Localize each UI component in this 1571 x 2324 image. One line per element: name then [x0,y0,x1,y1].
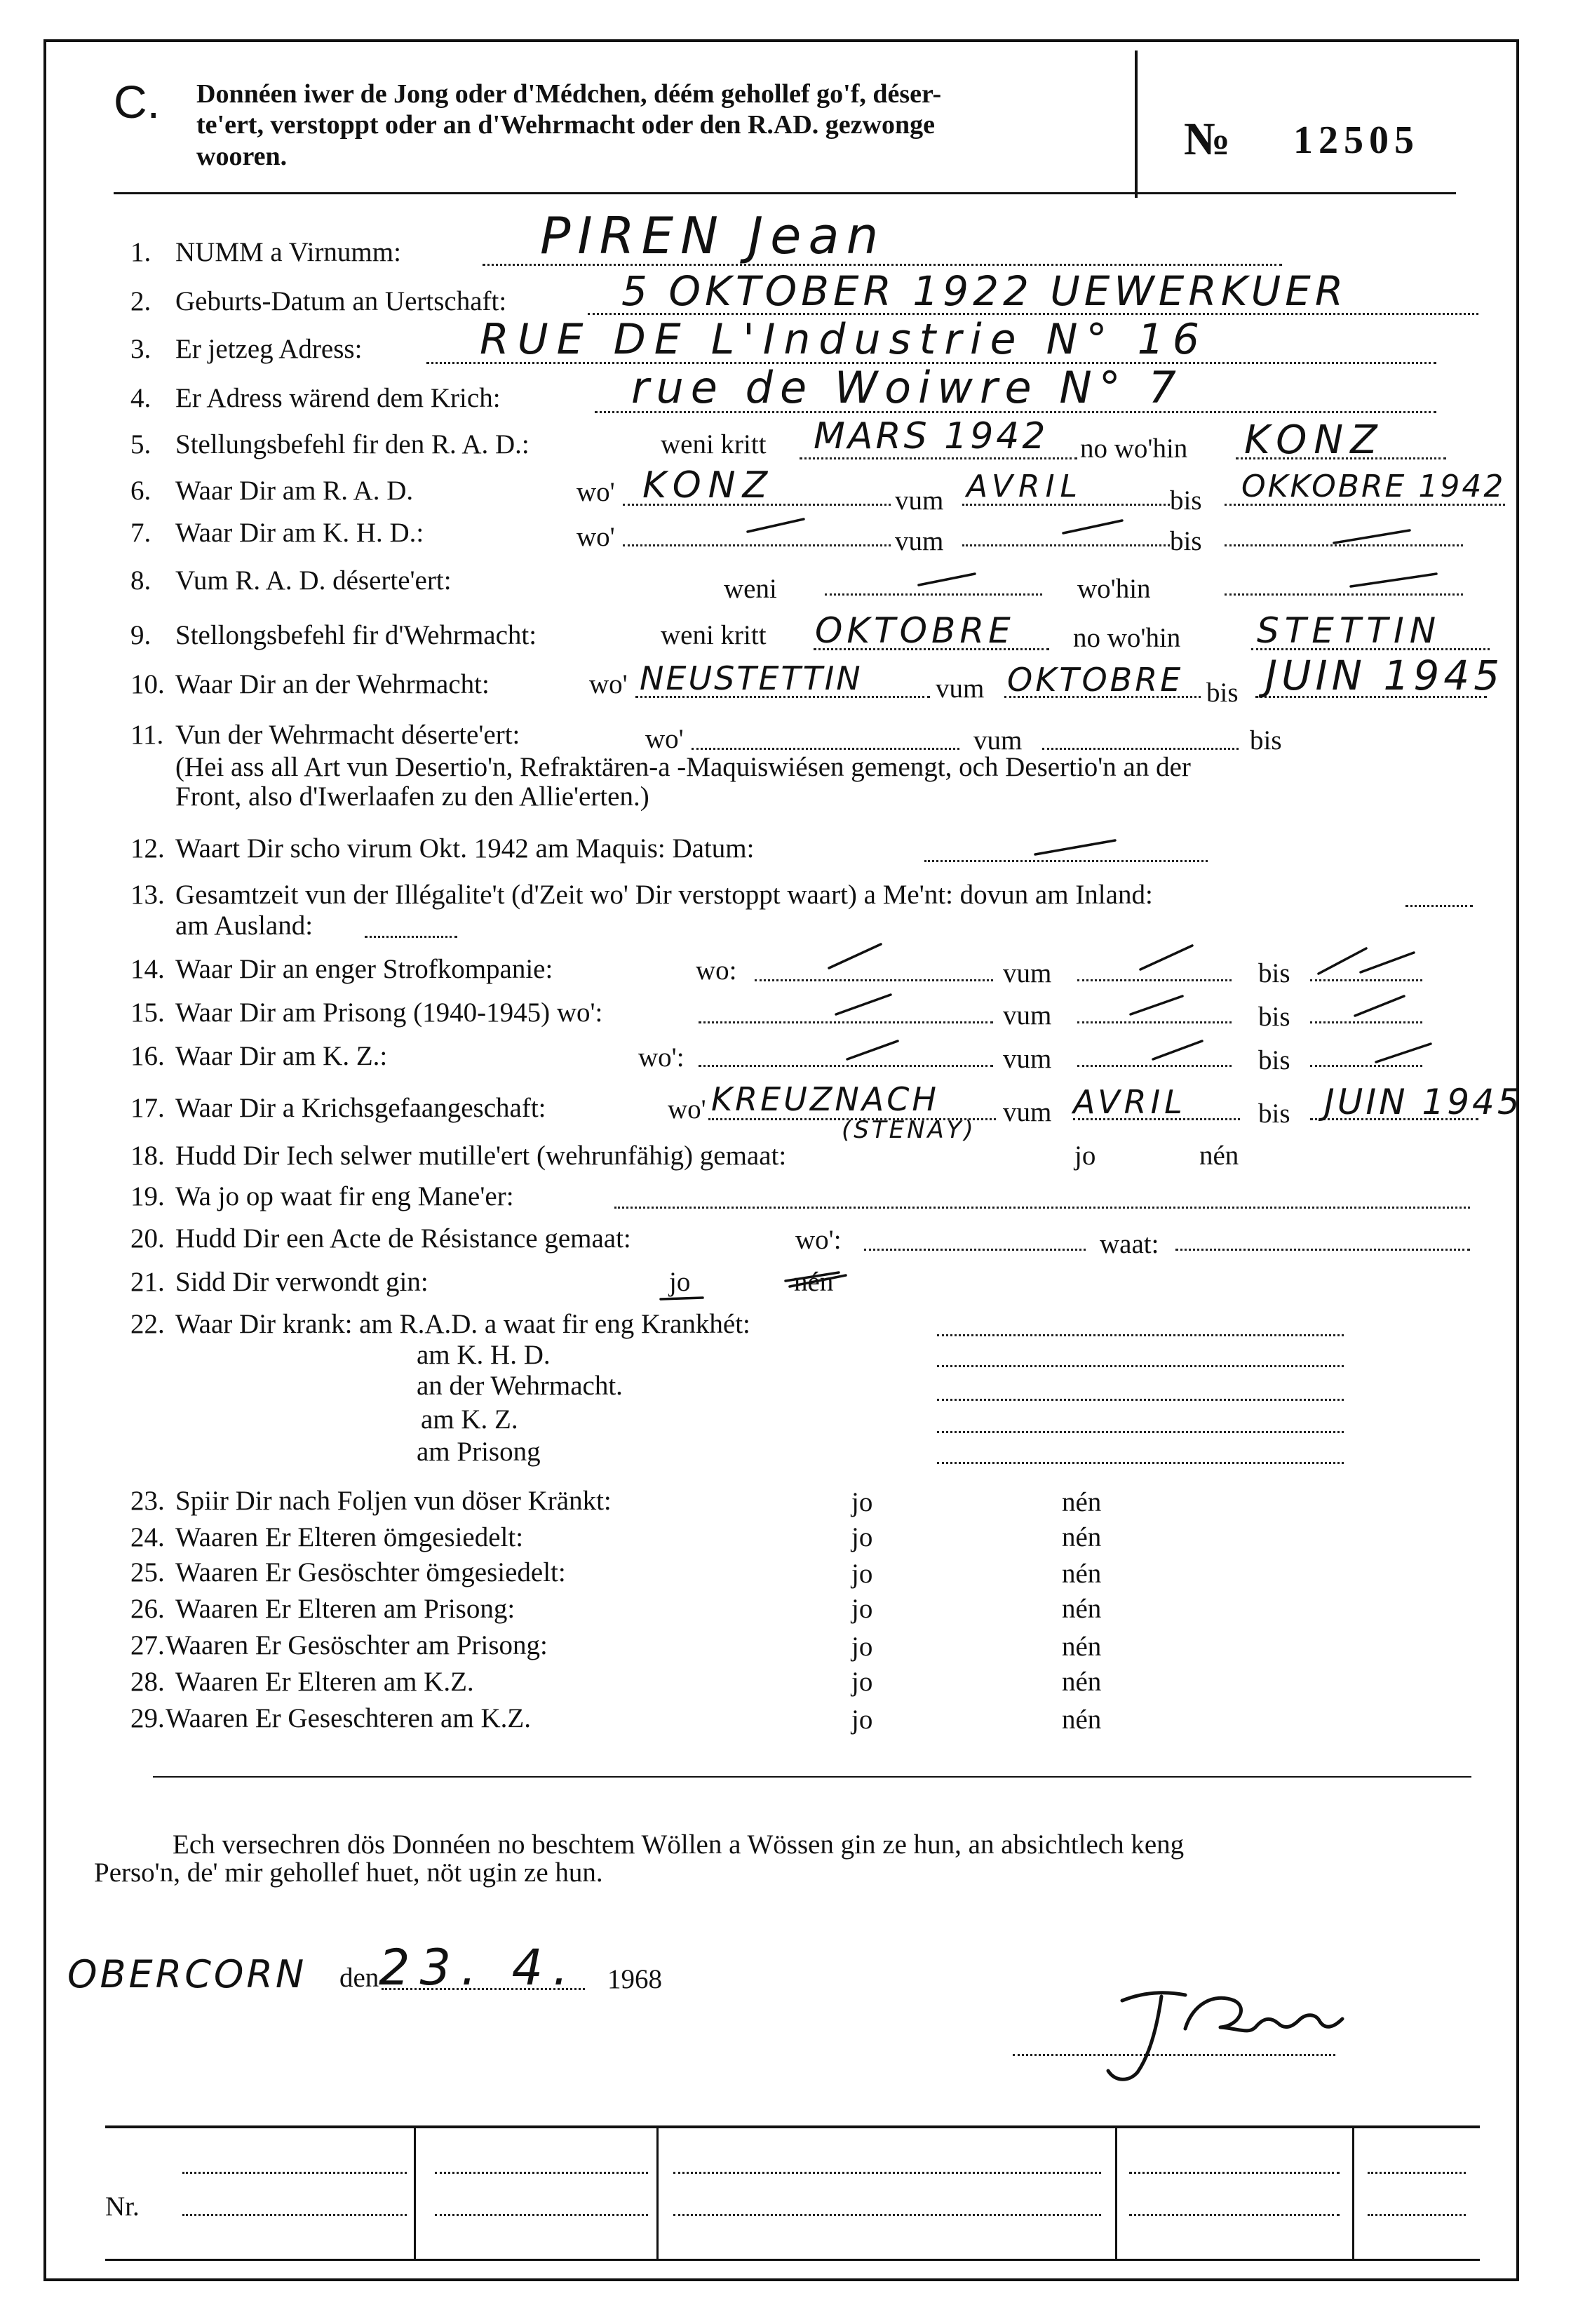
row-23-jo: jo [851,1487,873,1517]
row-8-number: 8. [130,565,151,596]
row-19-label: Wa jo op waat fir eng Mane'er: [175,1181,514,1211]
row-18-number: 18. [130,1141,165,1171]
row-14-to-dash-2 [1361,953,1414,972]
row-10-wo-label: wo' [589,669,628,699]
row-18-label: Hudd Dir Iech selwer mutille'ert (wehrunfähig) gemaat: [175,1141,787,1171]
row-12-number: 12. [130,833,165,864]
row-10-bis-label: bis [1206,678,1239,708]
row-8-label: Vum R. A. D. déserte'ert: [175,565,452,596]
row-22-sub-khd: am K. H. D. [417,1340,551,1370]
row-16-number: 16. [130,1041,165,1071]
row-17-from: AVRIL [1073,1083,1187,1121]
row-24-label: Waaren Er Elteren ömgesiedelt: [175,1522,524,1552]
row-27-jo: jo [851,1632,873,1662]
row-26-number: 26. [130,1594,165,1624]
bottom-table-row-1-col-5 [1368,2172,1466,2174]
row-18-nen: nén [1199,1141,1239,1171]
row-13-ausland-label: am Ausland: [175,911,313,941]
row-15-where-dash [836,995,891,1014]
row-12-dash [1035,840,1115,854]
row-26-label: Waaren Er Elteren am Prisong: [175,1594,515,1624]
declaration-line-2: Perso'n, de' mir gehollef huet, nöt ugin ze hun. [94,1858,603,1888]
signing-den-label: den [339,1963,379,1993]
row-6-to: OKKOBRE 1942 [1241,469,1506,504]
row-28-jo: jo [851,1667,873,1697]
row-9-where: STETTIN [1257,610,1442,651]
row-21-jo: jo [669,1267,691,1297]
row-6-wo-label: wo' [577,477,615,507]
row-20-wo-label: wo': [795,1225,842,1255]
form-letter: C. [114,76,160,128]
row-17-label: Waar Dir a Krichsgefaangeschaft: [175,1093,546,1123]
row-2-label: Geburts-Datum an Uertschaft: [175,286,507,316]
row-6-where: KONZ [642,464,775,506]
row-7-from-dash [1063,520,1122,533]
row-7-label: Waar Dir am K. H. D.: [175,518,424,548]
row-11-note-line-1: (Hei ass all Art vun Desertio'n, Refraktären-a -Maquiswiésen gemengt, och Desertio'n an der [175,752,1191,782]
row-4-number: 4. [130,383,151,413]
row-23-number: 23. [130,1486,165,1516]
row-11-note-line-2: Front, also d'Iwerlaafen zu den Allie'erten.) [175,781,649,812]
row-6-from: AVRIL [966,469,1084,504]
row-5-date: MARS 1942 [814,415,1049,457]
row-17-vum-label: vum [1003,1097,1052,1127]
row-7-to-dash [1334,530,1410,543]
row-29-number: 29. [130,1703,165,1733]
row-11-label: Vun der Wehrmacht déserte'ert: [175,720,520,750]
row-28-label: Waaren Er Elteren am K.Z. [175,1667,474,1697]
row-16-where-dash [847,1041,898,1059]
row-5-weni-label: weni kritt [661,429,767,459]
row-22-sub-kz: am K. Z. [421,1404,518,1435]
row-17-where: KREUZNACH [711,1080,939,1118]
row-27-label: Waaren Er Gesöschter am Prisong: [166,1630,548,1660]
signing-day-month: 23. 4. [379,1939,579,1996]
row-9-label: Stellongsbefehl fir d'Wehrmacht: [175,620,537,650]
row-15-bis-label: bis [1258,1002,1290,1032]
row-14-label: Waar Dir an enger Strofkompanie: [175,954,553,984]
row-14-where-dash [829,944,881,968]
row-5-number: 5. [130,429,151,459]
row-24-jo: jo [851,1522,873,1552]
row-10-to: JUIN 1945 [1265,652,1504,699]
signing-place: OBERCORN [67,1952,307,1996]
row-3-label: Er jetzeg Adress: [175,334,363,364]
row-9-weni-label: weni kritt [661,620,767,650]
row-15-from-dash [1131,996,1182,1014]
row-5-label: Stellungsbefehl fir den R. A. D.: [175,429,530,459]
row-6-label: Waar Dir am R. A. D. [175,476,414,506]
row-1-value: PIREN Jean [540,206,886,265]
row-21-number: 21. [130,1267,165,1297]
row-16-to-dash [1376,1044,1431,1062]
signature [1080,1977,1375,2089]
row-3-value: RUE DE L'Industrie N° 16 [480,315,1208,364]
bottom-table-col-1 [414,2127,416,2260]
row-2-value: 5 OKTOBER 1922 UEWERKUER [621,267,1348,315]
row-23-nen: nén [1062,1487,1102,1517]
row-13-number: 13. [130,880,165,910]
declaration-line-1: Ech versechren dös Donnéen no beschtem Wöllen a Wössen gin ze hun, an absichtlech keng [173,1829,1185,1860]
row-10-label: Waar Dir an der Wehrmacht: [175,669,490,699]
row-10-from: OKTOBRE [1007,661,1184,699]
row-8-where-dash [1351,574,1436,586]
row-7-vum-label: vum [895,526,944,556]
row-14-from-dash [1140,946,1192,969]
form-title: Donnéen iwer de Jong oder d'Médchen, déém gehollef go'f, déser- te'ert, verstoppt oder an d'Wehrmacht oder den R.AD. gezwonge wooren. [196,79,942,171]
row-1-label: NUMM a Virnumm: [175,237,401,267]
bottom-table-row-2-col-4 [1129,2214,1340,2216]
row-17-to: JUIN 1945 [1324,1082,1523,1122]
row-15-vum-label: vum [1003,1000,1052,1030]
row-21-nen: nén [794,1267,834,1297]
row-20-label: Hudd Dir een Acte de Résistance gemaat: [175,1223,631,1254]
row-9-number: 9. [130,620,151,650]
bottom-table-row-1-col-2 [435,2172,648,2174]
row-24-nen: nén [1062,1522,1102,1552]
declaration-rule [153,1776,1471,1778]
row-16-label: Waar Dir am K. Z.: [175,1041,388,1071]
row-14-number: 14. [130,954,165,984]
row-9-date: OKTOBRE [815,610,1015,651]
number-sign: № [1184,114,1231,165]
row-14-to-dash [1319,948,1366,974]
bottom-table-col-4 [1352,2127,1354,2260]
bottom-table-row-2-col-2 [435,2214,648,2216]
bottom-table-row-1-col-1 [182,2172,407,2174]
row-8-weni-label: weni [724,574,777,604]
row-16-wo-label: wo': [638,1042,685,1073]
bottom-table-bottom [105,2259,1480,2261]
row-25-label: Waaren Er Gesöschter ömgesiedelt: [175,1557,566,1587]
row-6-vum-label: vum [895,485,944,516]
row-4-value: rue de Woiwre N° 7 [631,362,1183,413]
row-20-number: 20. [130,1223,165,1254]
row-14-wo-label: wo: [696,955,737,986]
row-11-number: 11. [130,720,164,750]
row-12-label: Waart Dir scho virum Okt. 1942 am Maquis: Datum: [175,833,755,864]
row-6-number: 6. [130,476,151,506]
row-22-sub-prisong: am Prisong [417,1437,541,1467]
row-9-nowohin-label: no wo'hin [1073,623,1181,653]
row-29-nen: nén [1062,1705,1102,1735]
row-14-vum-label: vum [1003,958,1052,988]
row-21-label: Sidd Dir verwondt gin: [175,1267,429,1297]
row-5-nowohin-label: no wo'hin [1080,434,1188,464]
row-24-number: 24. [130,1522,165,1552]
row-28-number: 28. [130,1667,165,1697]
row-27-nen: nén [1062,1632,1102,1662]
row-16-vum-label: vum [1003,1044,1052,1074]
form-number: 12505 [1293,119,1420,162]
row-11-vum-label: vum [973,725,1023,755]
row-15-number: 15. [130,998,165,1028]
row-10-number: 10. [130,669,165,699]
row-22-sub-wehrmacht: an der Wehrmacht. [417,1371,623,1401]
bottom-table-col-3 [1115,2127,1117,2260]
signing-year: 1968 [607,1964,662,1994]
row-8-date-dash [919,574,975,585]
row-3-number: 3. [130,334,151,364]
row-17-number: 17. [130,1093,165,1123]
row-11-wo-label: wo' [645,724,684,754]
row-17-where-2: (STENAY) [842,1116,976,1144]
row-29-label: Waaren Er Geseschteren am K.Z. [166,1703,531,1733]
footer-nr-label: Nr. [105,2191,140,2222]
row-7-bis-label: bis [1170,526,1202,556]
row-25-nen: nén [1062,1559,1102,1589]
row-15-label: Waar Dir am Prisong (1940-1945) wo': [175,998,603,1028]
row-26-nen: nén [1062,1594,1102,1624]
row-29-jo: jo [851,1705,873,1735]
bottom-table-top [105,2125,1480,2128]
row-21-nen-crossout-2 [786,1272,839,1281]
row-14-bis-label: bis [1258,958,1290,988]
row-26-jo: jo [851,1594,873,1624]
row-16-from-dash [1153,1041,1202,1059]
bottom-table-row-2-col-5 [1368,2214,1466,2216]
bottom-table-row-1-col-4 [1129,2172,1340,2174]
row-25-number: 25. [130,1557,165,1587]
row-16-bis-label: bis [1258,1045,1290,1075]
row-13-label: Gesamtzeit vun der Illégalite't (d'Zeit wo' Dir verstoppt waart) a Me'nt: dovun am Inland: [175,880,1153,910]
row-6-bis-label: bis [1170,485,1202,516]
row-23-label: Spiir Dir nach Foljen vun döser Kränkt: [175,1486,612,1516]
row-7-where-dash [748,519,804,532]
row-25-jo: jo [851,1559,873,1589]
row-22-label: Waar Dir krank: am R.A.D. a waat fir eng Krankhét: [175,1309,750,1339]
row-10-vum-label: vum [936,673,985,704]
row-27-number: 27. [130,1630,165,1660]
row-17-wo-label: wo' [668,1094,706,1124]
bottom-table-col-2 [656,2127,659,2260]
row-17-bis-label: bis [1258,1099,1290,1129]
row-20-waat-label: waat: [1100,1229,1159,1259]
row-4-label: Er Adress wärend dem Krich: [175,383,501,413]
row-7-number: 7. [130,518,151,548]
bottom-table-row-2-col-1 [182,2214,407,2216]
row-22-number: 22. [130,1309,165,1339]
row-8-wohin-label: wo'hin [1077,574,1151,604]
row-18-jo: jo [1074,1141,1096,1171]
row-21-jo-underline [661,1298,703,1299]
row-19-number: 19. [130,1181,165,1211]
bottom-table-row-1-col-3 [673,2172,1101,2174]
row-10-where: NEUSTETTIN [640,659,863,697]
row-15-to-dash [1355,996,1404,1016]
row-28-nen: nén [1062,1667,1102,1697]
row-5-where: KONZ [1244,417,1384,463]
bottom-table-row-2-col-3 [673,2214,1101,2216]
row-7-wo-label: wo' [577,522,615,552]
row-2-number: 2. [130,286,151,316]
row-1-number: 1. [130,237,151,267]
row-11-bis-label: bis [1250,725,1282,755]
